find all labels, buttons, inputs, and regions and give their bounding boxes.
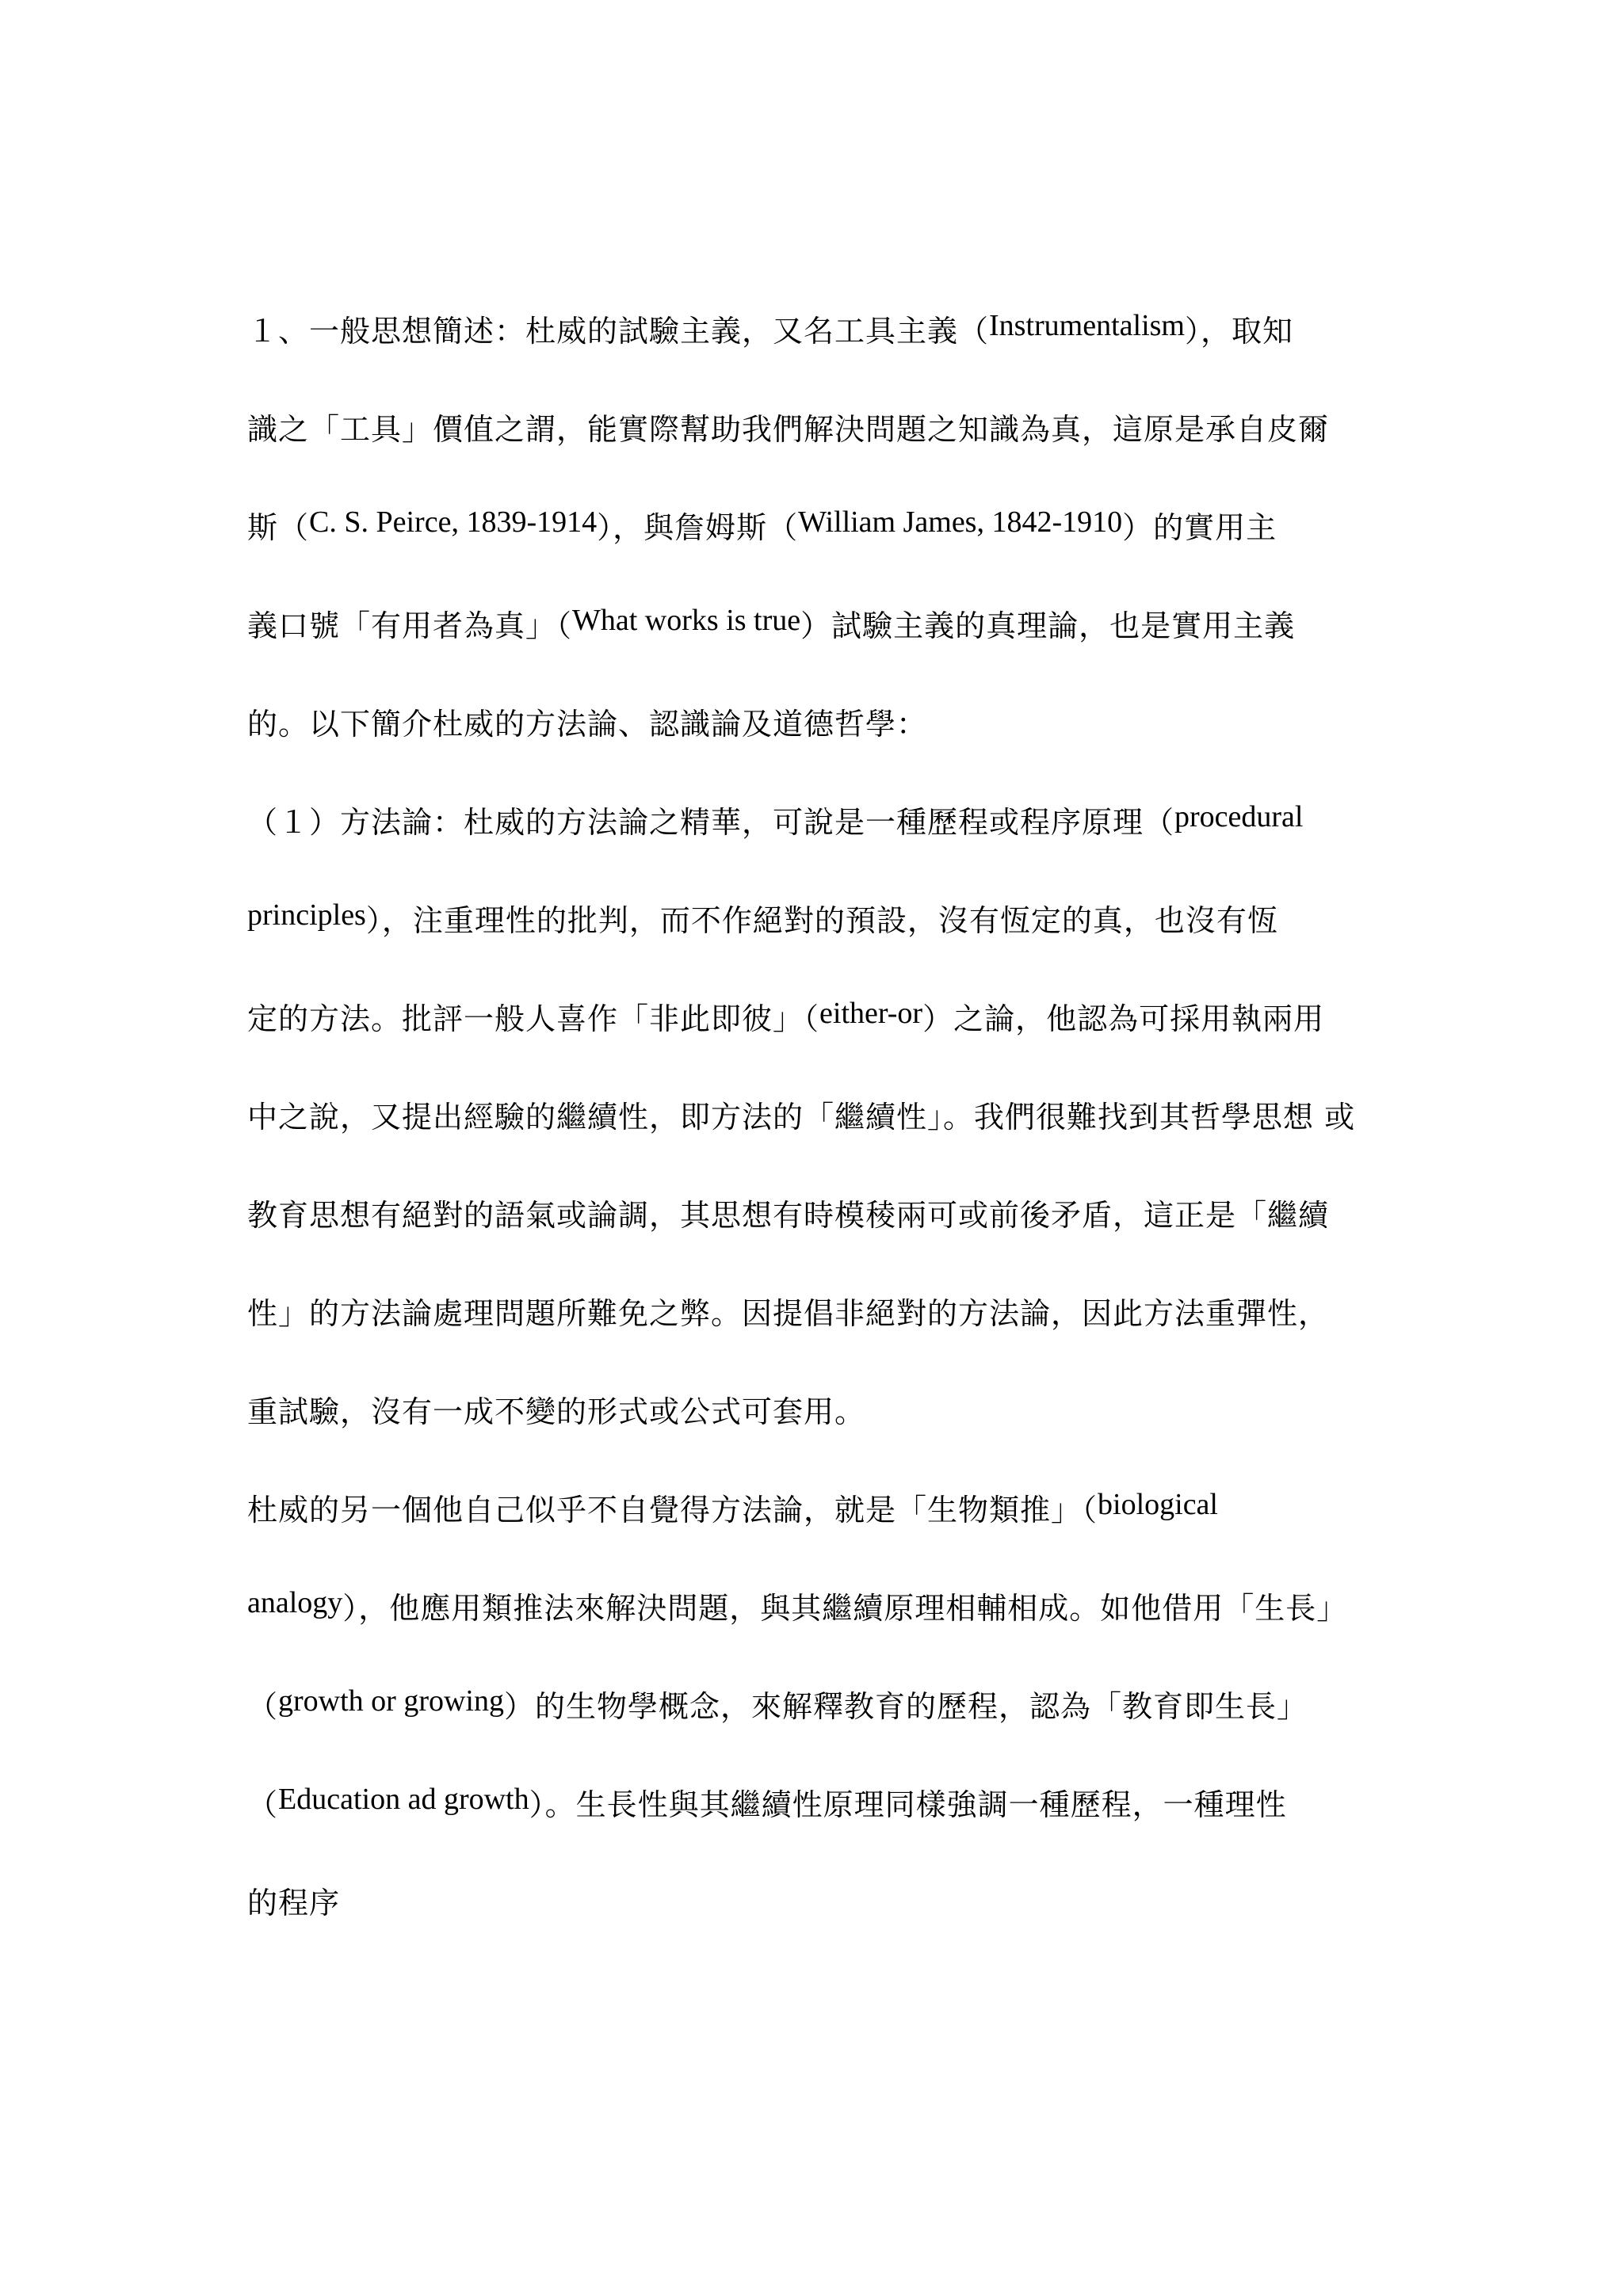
text-segment: ），取知 xyxy=(1184,314,1293,349)
text-segment: （ xyxy=(247,1689,279,1724)
english-term: C. S. Peirce, 1839-1914 xyxy=(309,505,598,539)
text-segment: ）之論，他認為可採用執兩用 xyxy=(922,1001,1325,1036)
text-line-5 xyxy=(247,700,1388,748)
text-segment: 性」的方法論處理問題所難免之弊。因提倡非絕對的方法論，因此方法重彈性， xyxy=(247,1296,1330,1331)
text-line-14 xyxy=(247,1585,1388,1632)
english-term: analogy xyxy=(247,1586,343,1619)
english-term: principles xyxy=(247,898,366,932)
text-line-10 xyxy=(247,1192,1388,1239)
text-segment: 斯（ xyxy=(247,510,310,545)
text-segment: ），與詹姆斯（ xyxy=(597,510,799,545)
text-segment: 教育思想有絕對的語氣或論調，其思想有時模稜兩可或前後矛盾，這正是「繼續 xyxy=(247,1198,1330,1233)
text-segment: 識之「工具」價值之謂，能實際幫助我們解決問題之知識為真，這原是承自皮爾 xyxy=(247,412,1330,447)
text-segment: ）的生物學概念，來解釋教育的歷程，認為「教育即生長」 xyxy=(503,1689,1308,1724)
text-segment: ）。生長性與其繼續性原理同樣強調一種歷程，一種理性 xyxy=(529,1787,1287,1822)
text-segment: （ xyxy=(247,1787,279,1822)
text-line-13 xyxy=(247,1486,1388,1534)
english-term: either-or xyxy=(819,997,923,1030)
text-segment: 的。以下簡介杜威的方法論、認識論及道德哲學： xyxy=(247,707,928,742)
text-segment: ）試驗主義的真理論，也是實用主義 xyxy=(800,608,1296,643)
text-segment: ），他應用類推法來解決問題，與其繼續原理相輔相成。如他借用「生長」 xyxy=(342,1591,1348,1626)
text-segment: 中之說，又提出經驗的繼續性，即方法的「繼續性」。我們很難找到其哲學思想 或 xyxy=(247,1100,1356,1135)
text-line-11 xyxy=(247,1290,1388,1337)
text-segment: ）的實用主 xyxy=(1122,510,1277,545)
text-line-3 xyxy=(247,504,1388,551)
text-line-8 xyxy=(247,995,1388,1043)
text-line-4 xyxy=(247,602,1388,650)
english-term: William James, 1842-1910 xyxy=(798,505,1123,539)
text-segment: 杜威的另一個他自己似乎不自覺得方法論，就是「生物類推」（ xyxy=(247,1493,1098,1527)
text-line-1 xyxy=(247,307,1388,355)
english-term: biological xyxy=(1098,1488,1218,1521)
text-segment: （１）方法論：杜威的方法論之精華，可說是一種歷程或程序原理（ xyxy=(247,805,1175,840)
english-term: Education ad growth xyxy=(278,1783,529,1816)
english-term: procedural xyxy=(1174,800,1304,833)
english-term: Instrumentalism xyxy=(989,309,1185,342)
text-segment: １、一般思想簡述：杜威的試驗主義，又名工具主義（ xyxy=(247,314,990,349)
text-line-16 xyxy=(247,1781,1388,1829)
text-line-7 xyxy=(247,897,1388,944)
text-line-6 xyxy=(247,799,1388,846)
text-line-12 xyxy=(247,1388,1388,1436)
text-segment: 的程序 xyxy=(247,1886,341,1920)
english-term: growth or growing xyxy=(278,1684,504,1718)
text-line-15 xyxy=(247,1683,1388,1730)
text-line-17 xyxy=(247,1879,1388,1927)
text-segment: 義口號「有用者為真」（ xyxy=(247,608,573,643)
text-line-2 xyxy=(247,406,1388,453)
english-term: What works is true xyxy=(572,604,801,637)
text-segment: 重試驗，沒有一成不變的形式或公式可套用。 xyxy=(247,1394,866,1429)
text-segment: ），注重理性的批判，而不作絕對的預設，沒有恆定的真，也沒有恆 xyxy=(365,903,1278,938)
text-segment: 定的方法。批評一般人喜作「非此即彼」（ xyxy=(247,1001,820,1036)
text-line-9 xyxy=(247,1093,1388,1141)
